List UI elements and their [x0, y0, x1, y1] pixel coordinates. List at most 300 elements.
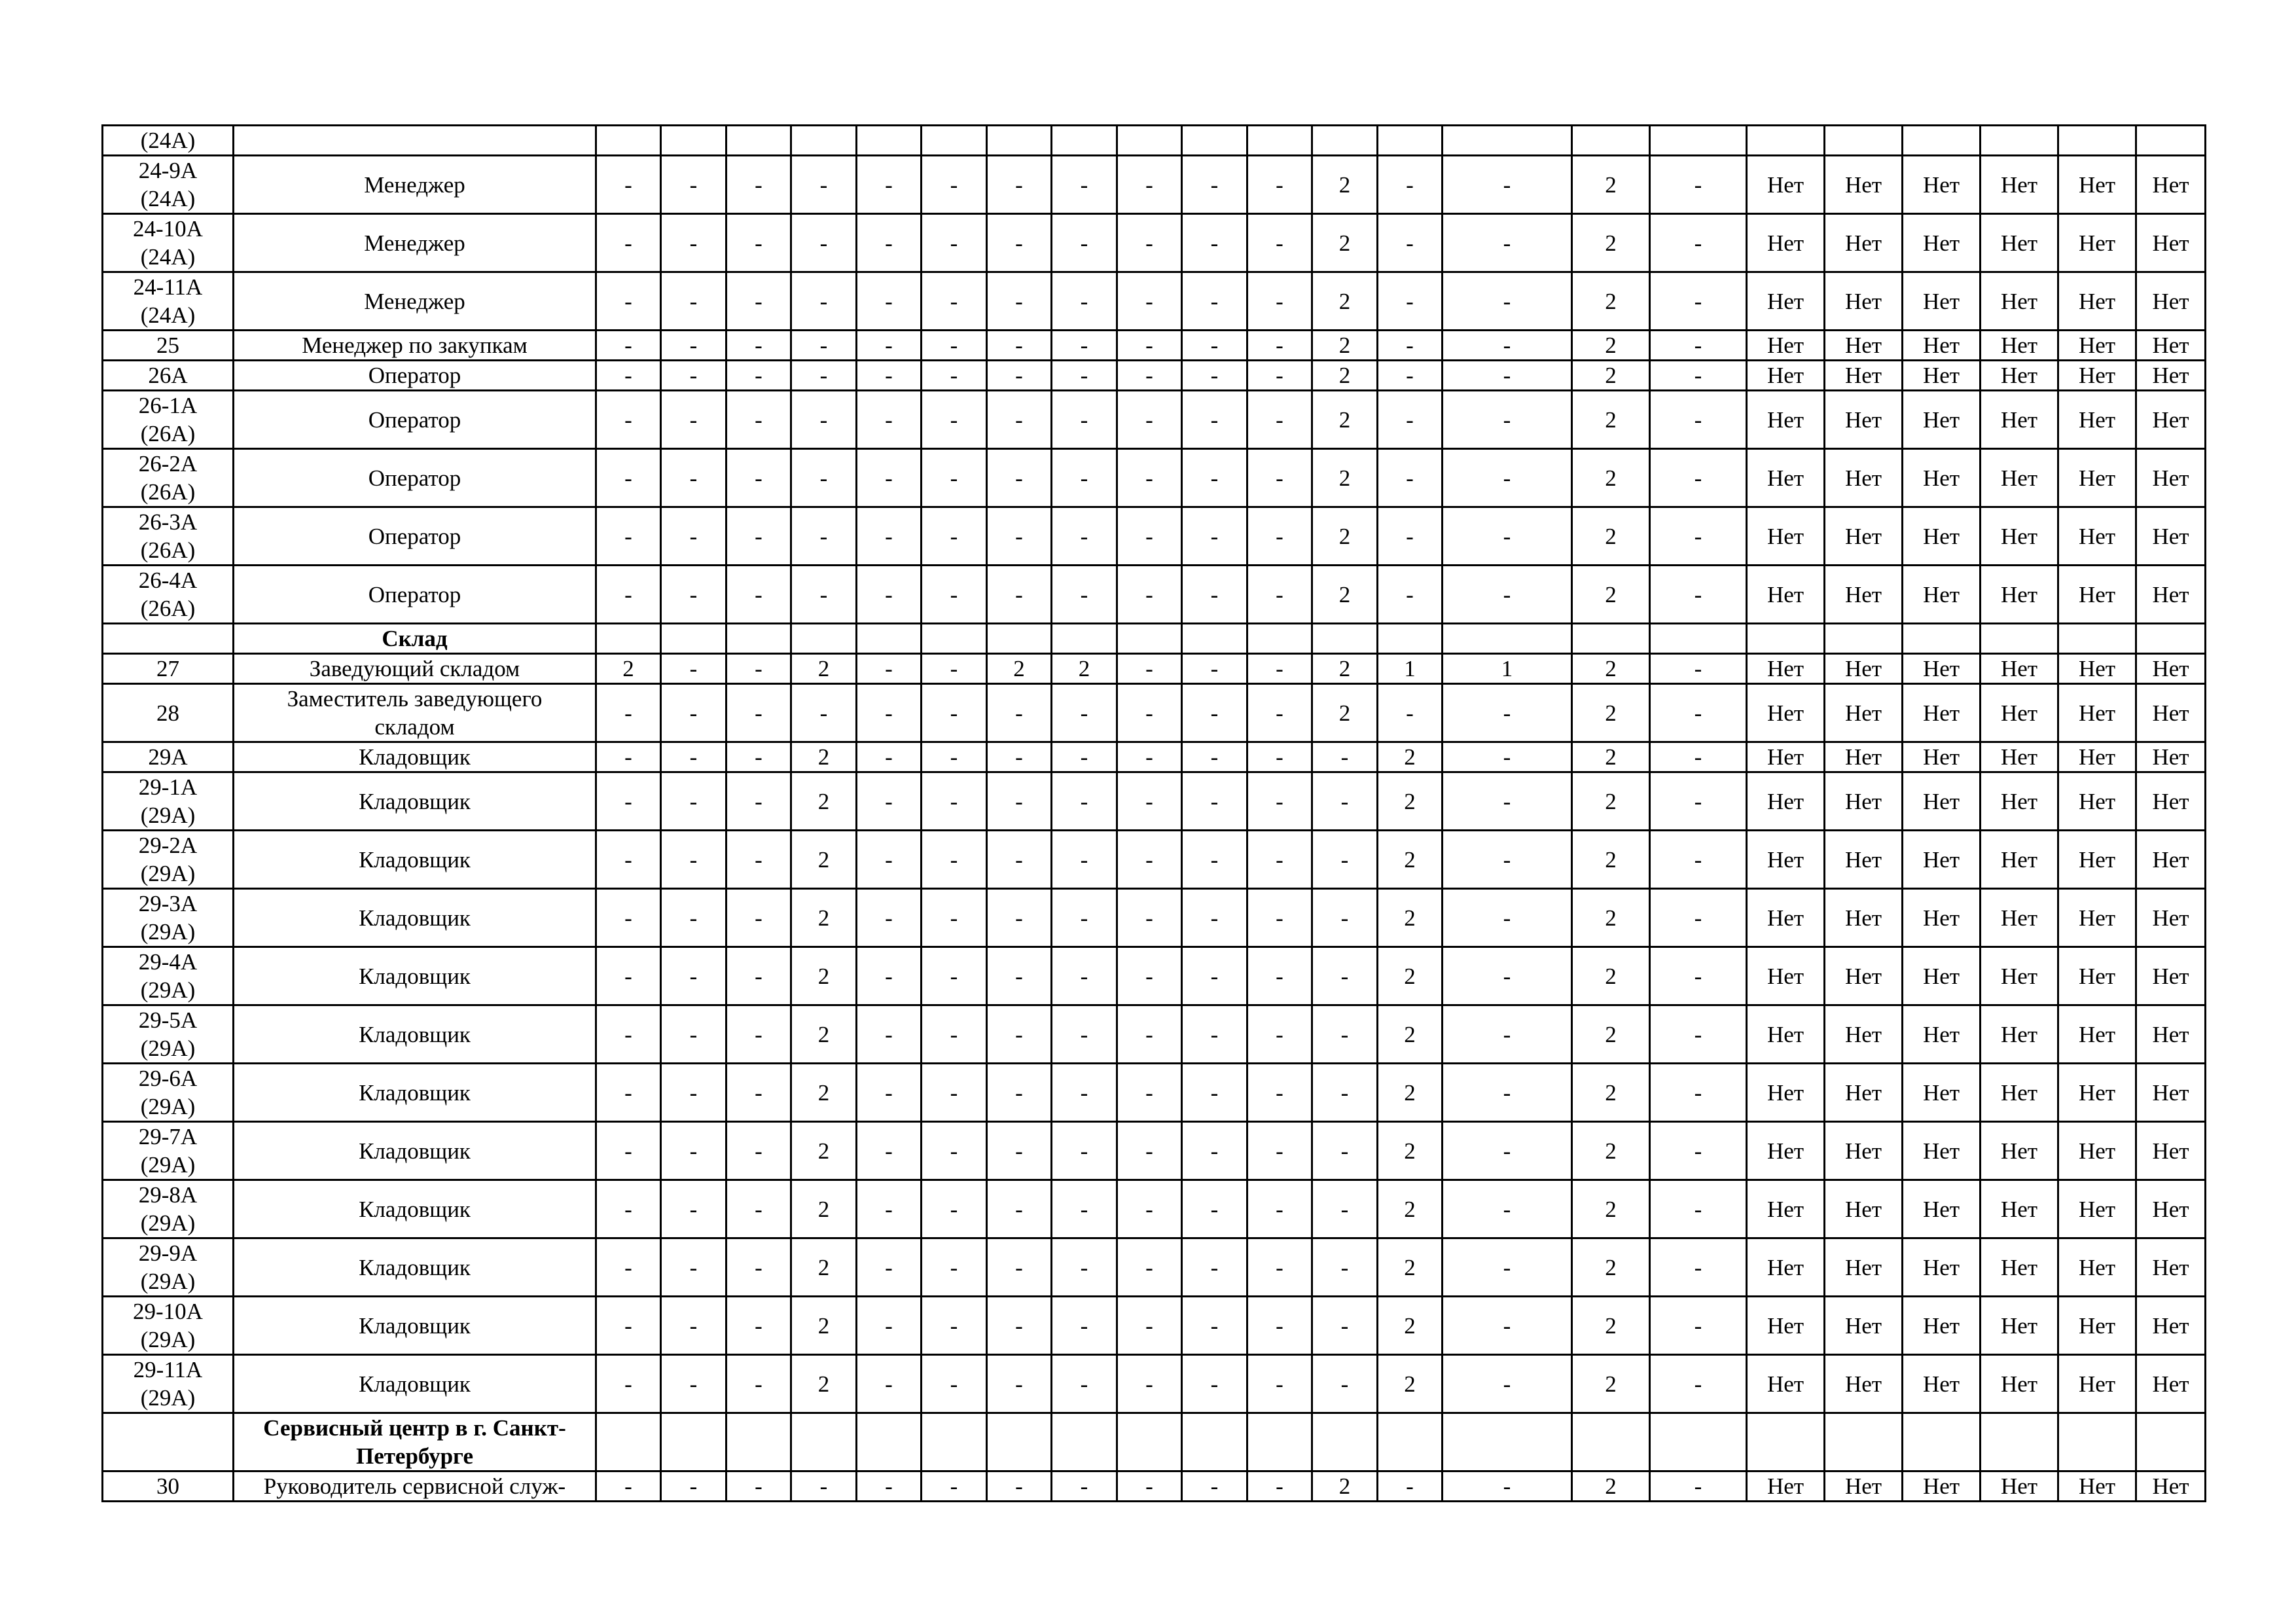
value-cell: Нет — [2136, 1064, 2206, 1122]
value-cell: - — [1650, 1471, 1747, 1502]
value-cell: Нет — [2058, 889, 2136, 947]
value-cell: - — [726, 889, 791, 947]
value-cell: - — [1052, 947, 1117, 1005]
value-cell: - — [922, 156, 987, 214]
value-cell: Нет — [1903, 1064, 1981, 1122]
value-cell: 2 — [1572, 361, 1650, 391]
value-cell: - — [1247, 361, 1312, 391]
value-cell: - — [1052, 1122, 1117, 1180]
table-row — [103, 361, 2206, 391]
value-cell: - — [726, 331, 791, 361]
value-cell: - — [1378, 331, 1443, 361]
row-number-cell: 29-3А (29А) — [103, 889, 234, 947]
position-name-cell: Заведующий складом — [234, 654, 596, 684]
value-cell — [661, 624, 726, 654]
value-cell: Нет — [2136, 1355, 2206, 1413]
value-cell: 2 — [1378, 947, 1443, 1005]
value-cell: - — [1312, 742, 1378, 772]
value-cell — [1903, 126, 1981, 156]
value-cell: - — [1443, 684, 1572, 742]
value-cell: - — [726, 684, 791, 742]
value-cell: - — [791, 391, 857, 449]
value-cell: - — [987, 507, 1052, 566]
value-cell: - — [596, 742, 661, 772]
value-cell: Нет — [1825, 1355, 1903, 1413]
value-cell: - — [661, 566, 726, 624]
value-cell: - — [1117, 684, 1182, 742]
value-cell: - — [1052, 1297, 1117, 1355]
value-cell: - — [661, 214, 726, 272]
value-cell: Нет — [1981, 361, 2058, 391]
value-cell: 2 — [1572, 889, 1650, 947]
value-cell: - — [1650, 889, 1747, 947]
value-cell: - — [1650, 831, 1747, 889]
value-cell: - — [1312, 1122, 1378, 1180]
table-row — [103, 1297, 2206, 1355]
value-cell: - — [1182, 831, 1247, 889]
value-cell: - — [1247, 1238, 1312, 1297]
value-cell: - — [596, 214, 661, 272]
value-cell — [1747, 624, 1825, 654]
value-cell: Нет — [2136, 156, 2206, 214]
value-cell: - — [987, 889, 1052, 947]
value-cell: - — [1052, 331, 1117, 361]
value-cell: - — [1247, 214, 1312, 272]
value-cell: - — [1052, 772, 1117, 831]
value-cell — [1981, 1413, 2058, 1471]
position-name-cell: Кладовщик — [234, 1122, 596, 1180]
value-cell: Нет — [1981, 1471, 2058, 1502]
value-cell — [1572, 126, 1650, 156]
value-cell: - — [987, 1005, 1052, 1064]
value-cell: - — [1443, 772, 1572, 831]
value-cell: - — [1182, 1122, 1247, 1180]
value-cell: 2 — [1572, 1471, 1650, 1502]
value-cell: - — [857, 1064, 922, 1122]
value-cell — [1443, 624, 1572, 654]
value-cell: - — [987, 1297, 1052, 1355]
value-cell: - — [1182, 1238, 1247, 1297]
value-cell: - — [596, 449, 661, 507]
value-cell: - — [1117, 566, 1182, 624]
value-cell — [1247, 1413, 1312, 1471]
value-cell: 2 — [1312, 566, 1378, 624]
value-cell: - — [922, 742, 987, 772]
value-cell: 2 — [1572, 1064, 1650, 1122]
value-cell: - — [1312, 1005, 1378, 1064]
value-cell: - — [987, 331, 1052, 361]
value-cell: Нет — [2136, 331, 2206, 361]
value-cell: - — [726, 1355, 791, 1413]
value-cell: - — [661, 391, 726, 449]
value-cell: - — [1182, 1180, 1247, 1238]
value-cell: - — [987, 214, 1052, 272]
value-cell: - — [726, 1297, 791, 1355]
value-cell: Нет — [1981, 889, 2058, 947]
value-cell — [1052, 126, 1117, 156]
value-cell — [2058, 126, 2136, 156]
value-cell — [726, 1413, 791, 1471]
position-name-cell: Оператор — [234, 449, 596, 507]
value-cell: Нет — [1825, 742, 1903, 772]
value-cell: Нет — [1981, 772, 2058, 831]
value-cell: - — [987, 1180, 1052, 1238]
value-cell: Нет — [2058, 1180, 2136, 1238]
value-cell: - — [1052, 214, 1117, 272]
value-cell: - — [1052, 684, 1117, 742]
value-cell: Нет — [2058, 1122, 2136, 1180]
value-cell: - — [661, 831, 726, 889]
value-cell: - — [1443, 889, 1572, 947]
position-name-cell: Кладовщик — [234, 742, 596, 772]
value-cell: Нет — [1747, 742, 1825, 772]
value-cell: 2 — [1052, 654, 1117, 684]
value-cell: - — [1443, 1471, 1572, 1502]
value-cell: 2 — [791, 1238, 857, 1297]
value-cell: - — [1182, 1471, 1247, 1502]
value-cell: - — [1117, 1122, 1182, 1180]
value-cell: - — [1443, 1005, 1572, 1064]
table-row — [103, 654, 2206, 684]
value-cell: - — [1247, 1297, 1312, 1355]
value-cell: - — [857, 1005, 922, 1064]
value-cell: - — [661, 272, 726, 331]
value-cell: Нет — [1747, 1297, 1825, 1355]
row-number-cell: 30 — [103, 1471, 234, 1502]
value-cell: - — [791, 361, 857, 391]
value-cell: - — [1247, 272, 1312, 331]
value-cell — [987, 624, 1052, 654]
table-row — [103, 947, 2206, 1005]
value-cell: - — [1650, 742, 1747, 772]
value-cell: - — [1378, 507, 1443, 566]
row-number-cell: 26А — [103, 361, 234, 391]
value-cell: - — [661, 1005, 726, 1064]
value-cell: Нет — [2136, 1471, 2206, 1502]
section-header-row — [103, 1413, 2206, 1471]
value-cell: 2 — [1312, 331, 1378, 361]
value-cell: Нет — [2136, 1297, 2206, 1355]
table-row — [103, 742, 2206, 772]
value-cell: - — [1182, 1297, 1247, 1355]
value-cell: Нет — [1825, 684, 1903, 742]
value-cell: 2 — [1572, 331, 1650, 361]
value-cell — [1981, 126, 2058, 156]
value-cell: - — [1443, 1122, 1572, 1180]
value-cell: - — [1117, 742, 1182, 772]
value-cell: - — [857, 947, 922, 1005]
value-cell: - — [1052, 889, 1117, 947]
value-cell: - — [922, 361, 987, 391]
table-row — [103, 272, 2206, 331]
value-cell: 2 — [1312, 391, 1378, 449]
value-cell: Нет — [1747, 156, 1825, 214]
value-cell: Нет — [1825, 947, 1903, 1005]
value-cell: Нет — [1981, 1064, 2058, 1122]
value-cell: 2 — [1378, 1355, 1443, 1413]
value-cell: - — [1650, 684, 1747, 742]
value-cell: - — [1247, 684, 1312, 742]
value-cell: Нет — [1903, 331, 1981, 361]
value-cell: Нет — [1981, 272, 2058, 331]
value-cell: - — [596, 1005, 661, 1064]
row-number-cell: 27 — [103, 654, 234, 684]
value-cell: Нет — [2136, 772, 2206, 831]
value-cell: - — [726, 1064, 791, 1122]
value-cell: Нет — [1903, 1238, 1981, 1297]
row-number-cell: 26-3А (26А) — [103, 507, 234, 566]
position-name-cell: Кладовщик — [234, 1355, 596, 1413]
value-cell: - — [726, 1005, 791, 1064]
value-cell: - — [987, 684, 1052, 742]
value-cell: Нет — [1825, 1180, 1903, 1238]
row-number-cell: 29-9А (29А) — [103, 1238, 234, 1297]
value-cell: - — [1247, 449, 1312, 507]
value-cell: Нет — [1825, 1005, 1903, 1064]
row-number-cell: (24А) — [103, 126, 234, 156]
value-cell: Нет — [2136, 214, 2206, 272]
value-cell: - — [1443, 272, 1572, 331]
value-cell: Нет — [1981, 684, 2058, 742]
value-cell: - — [1443, 331, 1572, 361]
value-cell: 2 — [791, 947, 857, 1005]
value-cell: 2 — [1572, 507, 1650, 566]
value-cell: Нет — [1981, 1238, 2058, 1297]
position-name-cell: Менеджер — [234, 272, 596, 331]
value-cell: 2 — [1312, 272, 1378, 331]
value-cell: - — [922, 889, 987, 947]
value-cell: Нет — [2058, 566, 2136, 624]
value-cell: - — [726, 1238, 791, 1297]
value-cell: Нет — [1903, 391, 1981, 449]
value-cell: - — [1378, 272, 1443, 331]
table-row — [103, 507, 2206, 566]
position-name-cell: Кладовщик — [234, 947, 596, 1005]
value-cell: 2 — [987, 654, 1052, 684]
section-title-cell: Склад — [234, 624, 596, 654]
value-cell: - — [1117, 1297, 1182, 1355]
value-cell: Нет — [1825, 272, 1903, 331]
value-cell: - — [1182, 1064, 1247, 1122]
value-cell — [1572, 624, 1650, 654]
value-cell — [1825, 1413, 1903, 1471]
value-cell: - — [1312, 1355, 1378, 1413]
value-cell: Нет — [1981, 831, 2058, 889]
value-cell: Нет — [1903, 1471, 1981, 1502]
table-row — [103, 391, 2206, 449]
value-cell — [1378, 1413, 1443, 1471]
table-row — [103, 1355, 2206, 1413]
value-cell: Нет — [1825, 361, 1903, 391]
value-cell: Нет — [1903, 831, 1981, 889]
value-cell: - — [596, 272, 661, 331]
row-number-cell: 28 — [103, 684, 234, 742]
value-cell: 2 — [1378, 1064, 1443, 1122]
value-cell: - — [1117, 1005, 1182, 1064]
value-cell — [987, 126, 1052, 156]
value-cell: 2 — [791, 831, 857, 889]
value-cell: - — [1650, 1122, 1747, 1180]
value-cell — [596, 126, 661, 156]
value-cell: Нет — [2058, 1238, 2136, 1297]
value-cell — [2136, 126, 2206, 156]
position-name-cell: Кладовщик — [234, 1180, 596, 1238]
value-cell: - — [791, 331, 857, 361]
value-cell: - — [1182, 684, 1247, 742]
value-cell — [1443, 126, 1572, 156]
value-cell: 2 — [1572, 391, 1650, 449]
value-cell: - — [1182, 507, 1247, 566]
value-cell: - — [1312, 889, 1378, 947]
value-cell: - — [791, 272, 857, 331]
value-cell: Нет — [1981, 331, 2058, 361]
value-cell: - — [857, 391, 922, 449]
value-cell: - — [1443, 1064, 1572, 1122]
value-cell: - — [922, 1238, 987, 1297]
value-cell: Нет — [2136, 272, 2206, 331]
value-cell: 2 — [1378, 1238, 1443, 1297]
value-cell: Нет — [1981, 1122, 2058, 1180]
value-cell: Нет — [2136, 449, 2206, 507]
position-name-cell — [234, 126, 596, 156]
value-cell: - — [596, 889, 661, 947]
value-cell: 2 — [1572, 1180, 1650, 1238]
value-cell: - — [857, 449, 922, 507]
value-cell: - — [857, 507, 922, 566]
row-number-cell — [103, 624, 234, 654]
value-cell: - — [596, 1355, 661, 1413]
value-cell: - — [1247, 156, 1312, 214]
value-cell: - — [1650, 1064, 1747, 1122]
value-cell: - — [726, 156, 791, 214]
value-cell: - — [661, 1064, 726, 1122]
value-cell: - — [1117, 831, 1182, 889]
value-cell: - — [922, 507, 987, 566]
table-row — [103, 772, 2206, 831]
value-cell: - — [1650, 507, 1747, 566]
value-cell: 2 — [791, 1005, 857, 1064]
value-cell — [1443, 1413, 1572, 1471]
value-cell: - — [726, 1180, 791, 1238]
row-number-cell: 29-4А (29А) — [103, 947, 234, 1005]
value-cell: - — [922, 1471, 987, 1502]
value-cell: - — [1443, 1297, 1572, 1355]
value-cell — [1247, 624, 1312, 654]
value-cell: - — [1378, 566, 1443, 624]
value-cell: - — [1247, 1064, 1312, 1122]
value-cell: - — [1117, 1355, 1182, 1413]
value-cell — [1650, 1413, 1747, 1471]
value-cell: - — [987, 156, 1052, 214]
value-cell: - — [1117, 1471, 1182, 1502]
value-cell: Нет — [2058, 1064, 2136, 1122]
section-header-row — [103, 624, 2206, 654]
value-cell: - — [1182, 214, 1247, 272]
value-cell: - — [987, 1355, 1052, 1413]
value-cell: - — [726, 1122, 791, 1180]
value-cell — [791, 126, 857, 156]
value-cell: 2 — [1312, 654, 1378, 684]
value-cell: Нет — [1825, 1297, 1903, 1355]
table-row — [103, 1238, 2206, 1297]
value-cell: Нет — [2136, 1122, 2206, 1180]
value-cell: - — [596, 566, 661, 624]
value-cell: - — [661, 1355, 726, 1413]
value-cell: Нет — [1825, 391, 1903, 449]
value-cell: 2 — [791, 889, 857, 947]
value-cell: 2 — [1312, 449, 1378, 507]
value-cell: - — [661, 889, 726, 947]
value-cell: - — [726, 391, 791, 449]
value-cell: Нет — [1825, 831, 1903, 889]
value-cell: - — [1650, 772, 1747, 831]
value-cell: - — [1247, 331, 1312, 361]
value-cell: 2 — [1378, 1122, 1443, 1180]
value-cell: Нет — [2058, 947, 2136, 1005]
value-cell — [922, 624, 987, 654]
value-cell: 2 — [1312, 507, 1378, 566]
value-cell: - — [1650, 566, 1747, 624]
value-cell: - — [791, 684, 857, 742]
value-cell: - — [1650, 1238, 1747, 1297]
value-cell: - — [661, 331, 726, 361]
value-cell: 2 — [1572, 742, 1650, 772]
value-cell: - — [1378, 156, 1443, 214]
value-cell: 2 — [1572, 272, 1650, 331]
value-cell: - — [1117, 156, 1182, 214]
position-name-cell: Кладовщик — [234, 889, 596, 947]
value-cell: - — [1443, 947, 1572, 1005]
value-cell: - — [1182, 156, 1247, 214]
value-cell: - — [1378, 684, 1443, 742]
value-cell: - — [922, 331, 987, 361]
value-cell: Нет — [2136, 361, 2206, 391]
value-cell: Нет — [1747, 1005, 1825, 1064]
value-cell: Нет — [1903, 947, 1981, 1005]
value-cell: Нет — [2058, 507, 2136, 566]
value-cell — [726, 624, 791, 654]
value-cell — [1117, 126, 1182, 156]
table-row — [103, 1180, 2206, 1238]
value-cell: - — [1247, 391, 1312, 449]
value-cell: - — [1182, 391, 1247, 449]
value-cell: 2 — [791, 742, 857, 772]
value-cell: - — [1378, 361, 1443, 391]
value-cell: 2 — [1378, 772, 1443, 831]
value-cell: - — [726, 831, 791, 889]
value-cell: Нет — [2058, 272, 2136, 331]
value-cell: Нет — [1903, 772, 1981, 831]
value-cell: - — [1650, 1180, 1747, 1238]
value-cell: - — [1650, 654, 1747, 684]
value-cell: Нет — [1903, 361, 1981, 391]
value-cell: - — [857, 1122, 922, 1180]
value-cell: 2 — [1572, 1238, 1650, 1297]
section-title-cell: Сервисный центр в г. Санкт- Петербурге — [234, 1413, 596, 1471]
value-cell — [1247, 126, 1312, 156]
value-cell: - — [1182, 272, 1247, 331]
value-cell: Нет — [2058, 449, 2136, 507]
value-cell: - — [596, 331, 661, 361]
value-cell: - — [922, 214, 987, 272]
table-body — [103, 126, 2206, 1502]
value-cell: - — [1247, 566, 1312, 624]
value-cell: - — [1117, 507, 1182, 566]
value-cell: - — [596, 1238, 661, 1297]
value-cell: - — [1443, 391, 1572, 449]
value-cell: - — [922, 684, 987, 742]
value-cell: 2 — [791, 772, 857, 831]
